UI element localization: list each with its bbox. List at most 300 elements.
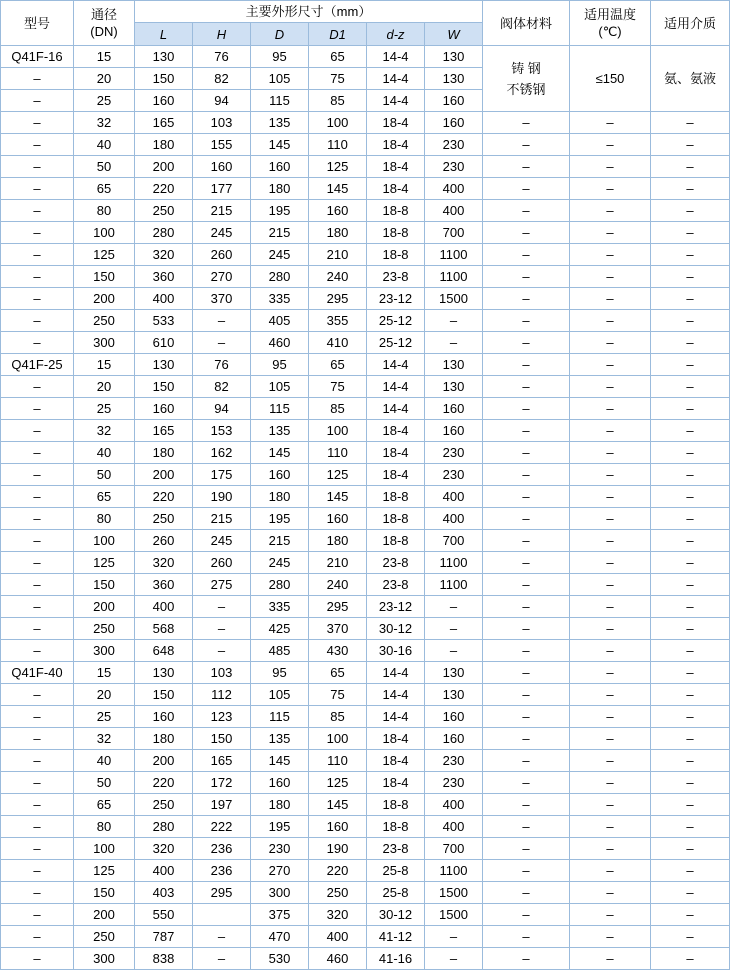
- cell-D1: 100: [309, 728, 367, 750]
- cell-temperature: –: [570, 926, 651, 948]
- cell-material: –: [483, 772, 570, 794]
- cell-dn: 40: [74, 750, 135, 772]
- cell-D1: 320: [309, 904, 367, 926]
- cell-L: 160: [135, 398, 193, 420]
- cell-H: 270: [193, 266, 251, 288]
- cell-medium: –: [651, 904, 730, 926]
- cell-L: 150: [135, 684, 193, 706]
- cell-W: 700: [425, 222, 483, 244]
- header-sub-W: W: [425, 23, 483, 46]
- cell-L: 200: [135, 156, 193, 178]
- cell-temperature: –: [570, 772, 651, 794]
- cell-H: –: [193, 332, 251, 354]
- cell-model: –: [1, 574, 74, 596]
- table-row: [1, 112, 730, 134]
- cell-temperature: –: [570, 398, 651, 420]
- cell-H: –: [193, 310, 251, 332]
- cell-W: 130: [425, 376, 483, 398]
- cell-D: 215: [251, 222, 309, 244]
- cell-W: 230: [425, 442, 483, 464]
- cell-temperature: –: [570, 112, 651, 134]
- cell-L: 180: [135, 728, 193, 750]
- cell-W: 230: [425, 772, 483, 794]
- cell-temperature: –: [570, 530, 651, 552]
- cell-model: –: [1, 332, 74, 354]
- cell-D: 135: [251, 420, 309, 442]
- cell-model: –: [1, 772, 74, 794]
- cell-H: –: [193, 640, 251, 662]
- table-row: [1, 552, 730, 574]
- cell-temperature: –: [570, 552, 651, 574]
- cell-H: 103: [193, 112, 251, 134]
- cell-D1: 240: [309, 574, 367, 596]
- cell-W: 400: [425, 794, 483, 816]
- cell-medium-merged: 氨、氨液: [651, 46, 730, 112]
- cell-model: –: [1, 200, 74, 222]
- cell-D1: 65: [309, 46, 367, 68]
- cell-material: –: [483, 266, 570, 288]
- cell-medium: –: [651, 618, 730, 640]
- cell-W: 1100: [425, 860, 483, 882]
- cell-W: 160: [425, 728, 483, 750]
- cell-dn: 80: [74, 508, 135, 530]
- cell-L: 250: [135, 508, 193, 530]
- cell-W: 400: [425, 508, 483, 530]
- cell-D: 195: [251, 508, 309, 530]
- cell-temperature: –: [570, 156, 651, 178]
- cell-model: –: [1, 310, 74, 332]
- cell-H: 103: [193, 662, 251, 684]
- header-dn-line2: (DN): [90, 24, 118, 39]
- cell-W: 160: [425, 398, 483, 420]
- cell-D: 105: [251, 376, 309, 398]
- table-row: [1, 816, 730, 838]
- cell-model: Q41F-40: [1, 662, 74, 684]
- cell-W: –: [425, 618, 483, 640]
- cell-L: 550: [135, 904, 193, 926]
- cell-L: 400: [135, 860, 193, 882]
- cell-H: 150: [193, 728, 251, 750]
- cell-L: 220: [135, 486, 193, 508]
- cell-model: –: [1, 288, 74, 310]
- cell-D: 180: [251, 178, 309, 200]
- cell-model: –: [1, 156, 74, 178]
- cell-material: –: [483, 222, 570, 244]
- cell-L: 320: [135, 838, 193, 860]
- cell-material: –: [483, 486, 570, 508]
- cell-L: 220: [135, 772, 193, 794]
- cell-model: –: [1, 926, 74, 948]
- cell-material: –: [483, 156, 570, 178]
- cell-medium: –: [651, 244, 730, 266]
- cell-D: 300: [251, 882, 309, 904]
- cell-dn: 25: [74, 90, 135, 112]
- cell-W: 700: [425, 530, 483, 552]
- cell-W: 230: [425, 464, 483, 486]
- cell-medium: –: [651, 508, 730, 530]
- cell-model: –: [1, 816, 74, 838]
- cell-D1: 460: [309, 948, 367, 970]
- table-row: [1, 420, 730, 442]
- cell-dz: 25-8: [367, 860, 425, 882]
- cell-W: –: [425, 310, 483, 332]
- cell-D1: 400: [309, 926, 367, 948]
- cell-dn: 25: [74, 706, 135, 728]
- cell-dz: 14-4: [367, 684, 425, 706]
- cell-temperature: –: [570, 684, 651, 706]
- cell-H: 76: [193, 46, 251, 68]
- cell-temperature: –: [570, 640, 651, 662]
- cell-D1: 220: [309, 860, 367, 882]
- cell-medium: –: [651, 728, 730, 750]
- cell-material: –: [483, 662, 570, 684]
- cell-W: 1500: [425, 288, 483, 310]
- cell-medium: –: [651, 794, 730, 816]
- cell-dz: 14-4: [367, 662, 425, 684]
- cell-H: 215: [193, 508, 251, 530]
- cell-H: –: [193, 618, 251, 640]
- cell-temperature: –: [570, 354, 651, 376]
- header-dimensions: 主要外形尺寸（mm）: [135, 1, 483, 23]
- cell-H: 94: [193, 90, 251, 112]
- header-sub-H: H: [193, 23, 251, 46]
- table-row: [1, 442, 730, 464]
- cell-model: –: [1, 442, 74, 464]
- cell-model: –: [1, 706, 74, 728]
- cell-H: 172: [193, 772, 251, 794]
- cell-L: 165: [135, 112, 193, 134]
- cell-temperature: –: [570, 882, 651, 904]
- cell-H: 236: [193, 838, 251, 860]
- cell-H: 94: [193, 398, 251, 420]
- cell-H: 236: [193, 860, 251, 882]
- cell-L: 130: [135, 662, 193, 684]
- cell-H: 260: [193, 552, 251, 574]
- cell-dz: 18-8: [367, 486, 425, 508]
- cell-L: 250: [135, 794, 193, 816]
- cell-dn: 150: [74, 574, 135, 596]
- cell-model: –: [1, 684, 74, 706]
- cell-L: 320: [135, 244, 193, 266]
- header-dn: [74, 1, 135, 46]
- cell-H: –: [193, 948, 251, 970]
- cell-dn: 125: [74, 860, 135, 882]
- cell-medium: –: [651, 464, 730, 486]
- cell-D1: 75: [309, 376, 367, 398]
- cell-dz: 23-8: [367, 552, 425, 574]
- table-row: [1, 134, 730, 156]
- cell-L: 260: [135, 530, 193, 552]
- material-line: 不锈钢: [506, 81, 546, 97]
- cell-medium: –: [651, 948, 730, 970]
- cell-material: –: [483, 552, 570, 574]
- cell-D: 145: [251, 134, 309, 156]
- cell-model: –: [1, 420, 74, 442]
- cell-model: –: [1, 508, 74, 530]
- cell-dz: 18-4: [367, 112, 425, 134]
- cell-L: 360: [135, 574, 193, 596]
- cell-model: –: [1, 244, 74, 266]
- cell-dn: 65: [74, 486, 135, 508]
- cell-material: –: [483, 794, 570, 816]
- cell-model: –: [1, 376, 74, 398]
- cell-W: 160: [425, 706, 483, 728]
- cell-H: 82: [193, 376, 251, 398]
- cell-D: 145: [251, 750, 309, 772]
- cell-dn: 65: [74, 794, 135, 816]
- cell-D: 280: [251, 266, 309, 288]
- cell-temperature: –: [570, 860, 651, 882]
- cell-medium: –: [651, 376, 730, 398]
- cell-W: 230: [425, 134, 483, 156]
- cell-medium: –: [651, 662, 730, 684]
- cell-temperature: –: [570, 794, 651, 816]
- cell-H: 222: [193, 816, 251, 838]
- cell-temperature: –: [570, 596, 651, 618]
- cell-W: 130: [425, 662, 483, 684]
- cell-D: 180: [251, 486, 309, 508]
- cell-dz: 14-4: [367, 706, 425, 728]
- cell-model: –: [1, 618, 74, 640]
- cell-L: 280: [135, 816, 193, 838]
- table-row: [1, 332, 730, 354]
- cell-temperature: –: [570, 222, 651, 244]
- cell-W: 130: [425, 684, 483, 706]
- cell-D: 230: [251, 838, 309, 860]
- cell-model: Q41F-25: [1, 354, 74, 376]
- cell-dn: 65: [74, 178, 135, 200]
- cell-D1: 210: [309, 552, 367, 574]
- cell-H: 153: [193, 420, 251, 442]
- cell-D1: 85: [309, 706, 367, 728]
- cell-H: 112: [193, 684, 251, 706]
- cell-W: 400: [425, 816, 483, 838]
- cell-temperature: –: [570, 728, 651, 750]
- cell-W: 160: [425, 420, 483, 442]
- header-sub-L: L: [135, 23, 193, 46]
- cell-D1: 190: [309, 838, 367, 860]
- cell-W: 700: [425, 838, 483, 860]
- table-row: [1, 882, 730, 904]
- cell-medium: –: [651, 178, 730, 200]
- cell-material: –: [483, 684, 570, 706]
- cell-temperature-merged: ≤150: [570, 46, 651, 112]
- cell-material: –: [483, 574, 570, 596]
- cell-medium: –: [651, 134, 730, 156]
- cell-dz: 18-4: [367, 464, 425, 486]
- cell-W: 400: [425, 200, 483, 222]
- cell-W: 230: [425, 750, 483, 772]
- table-row: [1, 486, 730, 508]
- cell-D1: 85: [309, 398, 367, 420]
- cell-D1: 160: [309, 508, 367, 530]
- cell-temperature: –: [570, 134, 651, 156]
- cell-D1: 145: [309, 794, 367, 816]
- cell-L: 160: [135, 706, 193, 728]
- header-dn-line1: 通径: [90, 7, 117, 22]
- table-row: [1, 706, 730, 728]
- cell-temperature: –: [570, 618, 651, 640]
- cell-temperature: –: [570, 464, 651, 486]
- cell-material: –: [483, 376, 570, 398]
- table-row: [1, 464, 730, 486]
- cell-temperature: –: [570, 904, 651, 926]
- table-header: [1, 1, 730, 46]
- cell-D1: 100: [309, 112, 367, 134]
- cell-H: 76: [193, 354, 251, 376]
- cell-W: 160: [425, 112, 483, 134]
- cell-D: 485: [251, 640, 309, 662]
- cell-temperature: –: [570, 486, 651, 508]
- cell-L: 220: [135, 178, 193, 200]
- cell-model: –: [1, 134, 74, 156]
- cell-model: –: [1, 222, 74, 244]
- cell-dn: 15: [74, 662, 135, 684]
- cell-L: 360: [135, 266, 193, 288]
- table-row: [1, 926, 730, 948]
- cell-L: 280: [135, 222, 193, 244]
- cell-material: –: [483, 926, 570, 948]
- cell-H: 155: [193, 134, 251, 156]
- cell-dn: 15: [74, 46, 135, 68]
- cell-D1: 160: [309, 200, 367, 222]
- cell-D: 195: [251, 200, 309, 222]
- cell-D: 160: [251, 156, 309, 178]
- cell-dz: 18-8: [367, 222, 425, 244]
- cell-D1: 125: [309, 464, 367, 486]
- cell-dz: 23-8: [367, 838, 425, 860]
- cell-material: –: [483, 332, 570, 354]
- cell-H: 215: [193, 200, 251, 222]
- cell-L: 200: [135, 464, 193, 486]
- cell-dn: 200: [74, 596, 135, 618]
- cell-dz: 18-8: [367, 530, 425, 552]
- cell-W: 130: [425, 68, 483, 90]
- cell-dn: 25: [74, 398, 135, 420]
- cell-medium: –: [651, 288, 730, 310]
- cell-dn: 80: [74, 816, 135, 838]
- cell-W: –: [425, 926, 483, 948]
- cell-L: 130: [135, 46, 193, 68]
- cell-dn: 50: [74, 772, 135, 794]
- cell-dz: 25-8: [367, 882, 425, 904]
- cell-dn: 20: [74, 684, 135, 706]
- cell-W: 400: [425, 178, 483, 200]
- header-temperature: [570, 1, 651, 46]
- cell-W: –: [425, 640, 483, 662]
- cell-medium: –: [651, 332, 730, 354]
- cell-L: 180: [135, 442, 193, 464]
- cell-D1: 210: [309, 244, 367, 266]
- cell-dz: 18-4: [367, 750, 425, 772]
- cell-medium: –: [651, 552, 730, 574]
- cell-H: 197: [193, 794, 251, 816]
- cell-L: 150: [135, 68, 193, 90]
- cell-material: –: [483, 904, 570, 926]
- cell-dz: 18-4: [367, 134, 425, 156]
- cell-D1: 65: [309, 354, 367, 376]
- cell-dz: 23-8: [367, 574, 425, 596]
- cell-D: 245: [251, 244, 309, 266]
- cell-L: 160: [135, 90, 193, 112]
- cell-H: 165: [193, 750, 251, 772]
- cell-dz: 14-4: [367, 376, 425, 398]
- cell-D: 115: [251, 706, 309, 728]
- cell-H: 123: [193, 706, 251, 728]
- cell-material: –: [483, 244, 570, 266]
- cell-model: –: [1, 398, 74, 420]
- table-row: [1, 178, 730, 200]
- table-row: [1, 354, 730, 376]
- cell-W: 1500: [425, 882, 483, 904]
- cell-model: –: [1, 552, 74, 574]
- cell-dn: 250: [74, 926, 135, 948]
- cell-L: 130: [135, 354, 193, 376]
- header-temp-line2: (℃): [598, 24, 622, 39]
- material-line: 铸 钢: [511, 60, 541, 76]
- cell-dz: 30-12: [367, 904, 425, 926]
- cell-medium: –: [651, 684, 730, 706]
- cell-material: –: [483, 508, 570, 530]
- cell-dz: 41-16: [367, 948, 425, 970]
- cell-L: 787: [135, 926, 193, 948]
- cell-model: –: [1, 90, 74, 112]
- cell-dz: 18-4: [367, 728, 425, 750]
- table-row: [1, 640, 730, 662]
- cell-W: –: [425, 596, 483, 618]
- cell-model: –: [1, 640, 74, 662]
- cell-material: –: [483, 310, 570, 332]
- cell-D1: 295: [309, 596, 367, 618]
- cell-medium: –: [651, 926, 730, 948]
- cell-material: –: [483, 112, 570, 134]
- table-row: [1, 398, 730, 420]
- cell-dn: 100: [74, 530, 135, 552]
- cell-H: 295: [193, 882, 251, 904]
- cell-dz: 23-12: [367, 596, 425, 618]
- cell-dz: 18-8: [367, 794, 425, 816]
- cell-material: –: [483, 200, 570, 222]
- cell-model: –: [1, 530, 74, 552]
- cell-model: –: [1, 178, 74, 200]
- cell-D: 145: [251, 442, 309, 464]
- cell-temperature: –: [570, 178, 651, 200]
- cell-material: –: [483, 728, 570, 750]
- cell-L: 568: [135, 618, 193, 640]
- cell-W: 160: [425, 90, 483, 112]
- cell-medium: –: [651, 266, 730, 288]
- cell-dn: 32: [74, 112, 135, 134]
- cell-D1: 370: [309, 618, 367, 640]
- cell-dn: 20: [74, 376, 135, 398]
- cell-D1: 250: [309, 882, 367, 904]
- cell-medium: –: [651, 838, 730, 860]
- cell-dn: 40: [74, 442, 135, 464]
- cell-W: 130: [425, 354, 483, 376]
- cell-L: 838: [135, 948, 193, 970]
- cell-dz: 14-4: [367, 68, 425, 90]
- cell-material: –: [483, 618, 570, 640]
- cell-dz: 18-4: [367, 178, 425, 200]
- cell-D: 95: [251, 46, 309, 68]
- cell-D: 160: [251, 464, 309, 486]
- cell-medium: –: [651, 112, 730, 134]
- cell-medium: –: [651, 420, 730, 442]
- cell-W: 230: [425, 156, 483, 178]
- cell-H: 162: [193, 442, 251, 464]
- table-row: [1, 904, 730, 926]
- cell-medium: –: [651, 398, 730, 420]
